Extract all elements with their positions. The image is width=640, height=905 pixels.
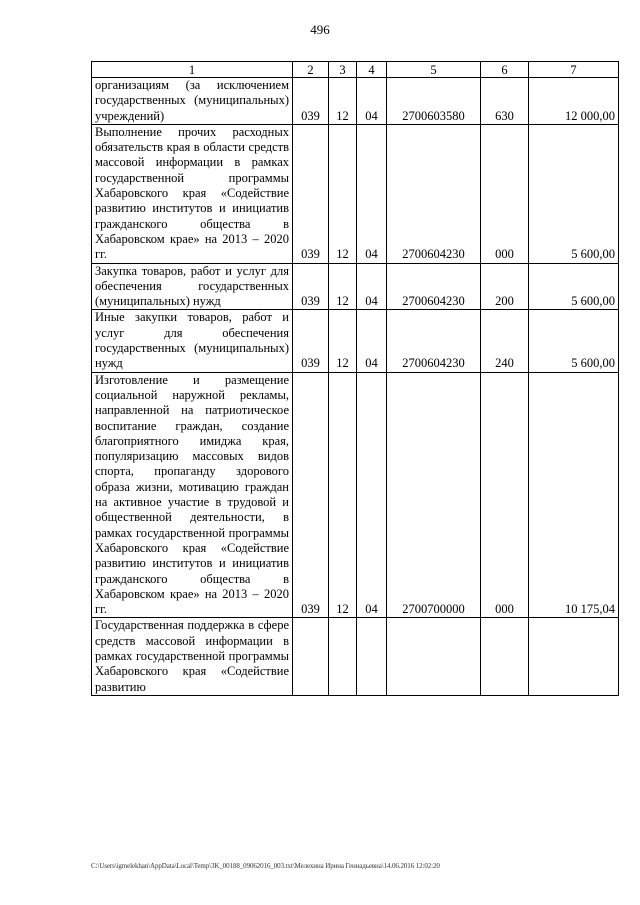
row-amount: 5 600,00 [529,310,619,372]
row-code-3: 12 [329,263,357,310]
row-amount [529,618,619,695]
row-code-5: 2700604230 [387,124,481,263]
row-amount: 12 000,00 [529,78,619,125]
table-row [92,310,619,372]
row-code-4: 04 [357,78,387,125]
row-description: Выполнение прочих расходных обязательств края в области средств массовой информации в рамках государственной программы Хабаровского края «Содействие развитию институтов и инициатив гражданского общества в Хабаровском крае» на 2013 – 2020 гг. [92,124,293,263]
row-code-6: 000 [481,124,529,263]
row-code-5: 2700603580 [387,78,481,125]
row-code-2: 039 [293,78,329,125]
table-row [92,124,619,263]
footer-file-path: C:\Users\igmelekhan\AppData\Local\Temp\3K_00188_09062016_003.txt\Мелехина Ирина Геннадьевна\14.06.2016 12:02:20 [91,862,440,870]
row-code-4: 04 [357,124,387,263]
row-code-4 [357,618,387,695]
row-code-3: 12 [329,310,357,372]
row-code-5: 2700604230 [387,310,481,372]
row-code-6: 000 [481,372,529,618]
row-amount: 5 600,00 [529,263,619,310]
table-row [92,372,619,618]
col-header-1: 1 [92,62,293,78]
header-row [92,62,619,78]
row-code-4: 04 [357,263,387,310]
row-code-6: 200 [481,263,529,310]
row-code-2: 039 [293,372,329,618]
row-code-2: 039 [293,310,329,372]
row-description: Изготовление и размещение социальной наружной рекламы, направленной на патриотическое воспитание граждан, создание благоприятного имиджа края, популяризацию массовых видов спорта, пропаганду здорового образа жизни, мотивацию граждан на активное участие в трудовой и общественной деятельности, в рамках государственной программы Хабаровского края «Содействие развитию институтов и инициатив гражданского общества в Хабаровском крае» на 2013 – 2020 гг. [92,372,293,618]
row-code-3: 12 [329,372,357,618]
row-code-6: 240 [481,310,529,372]
row-code-6 [481,618,529,695]
row-code-3: 12 [329,78,357,125]
row-code-3 [329,618,357,695]
row-code-5: 2700700000 [387,372,481,618]
table-row [92,263,619,310]
col-header-7: 7 [529,62,619,78]
col-header-2: 2 [293,62,329,78]
row-code-3: 12 [329,124,357,263]
row-code-6: 630 [481,78,529,125]
col-header-5: 5 [387,62,481,78]
table-row [92,618,619,695]
row-code-4: 04 [357,310,387,372]
row-amount: 10 175,04 [529,372,619,618]
row-description: Закупка товаров, работ и услуг для обеспечения государственных (муниципальных) нужд [92,263,293,310]
row-code-5: 2700604230 [387,263,481,310]
row-description: организациям (за исключением государственных (муниципальных) учреждений) [92,78,293,125]
row-code-2: 039 [293,124,329,263]
page-number: 496 [310,22,330,37]
row-amount: 5 600,00 [529,124,619,263]
budget-table [91,61,619,696]
col-header-3: 3 [329,62,357,78]
row-code-5 [387,618,481,695]
row-code-2 [293,618,329,695]
col-header-4: 4 [357,62,387,78]
row-code-2: 039 [293,263,329,310]
table-row [92,78,619,125]
row-description: Иные закупки товаров, работ и услуг для обеспечения государственных (муниципальных) нужд [92,310,293,372]
row-description: Государственная поддержка в сфере средств массовой информации в рамках государственной программы Хабаровского края «Содействие развитию [92,618,293,695]
col-header-6: 6 [481,62,529,78]
row-code-4: 04 [357,372,387,618]
